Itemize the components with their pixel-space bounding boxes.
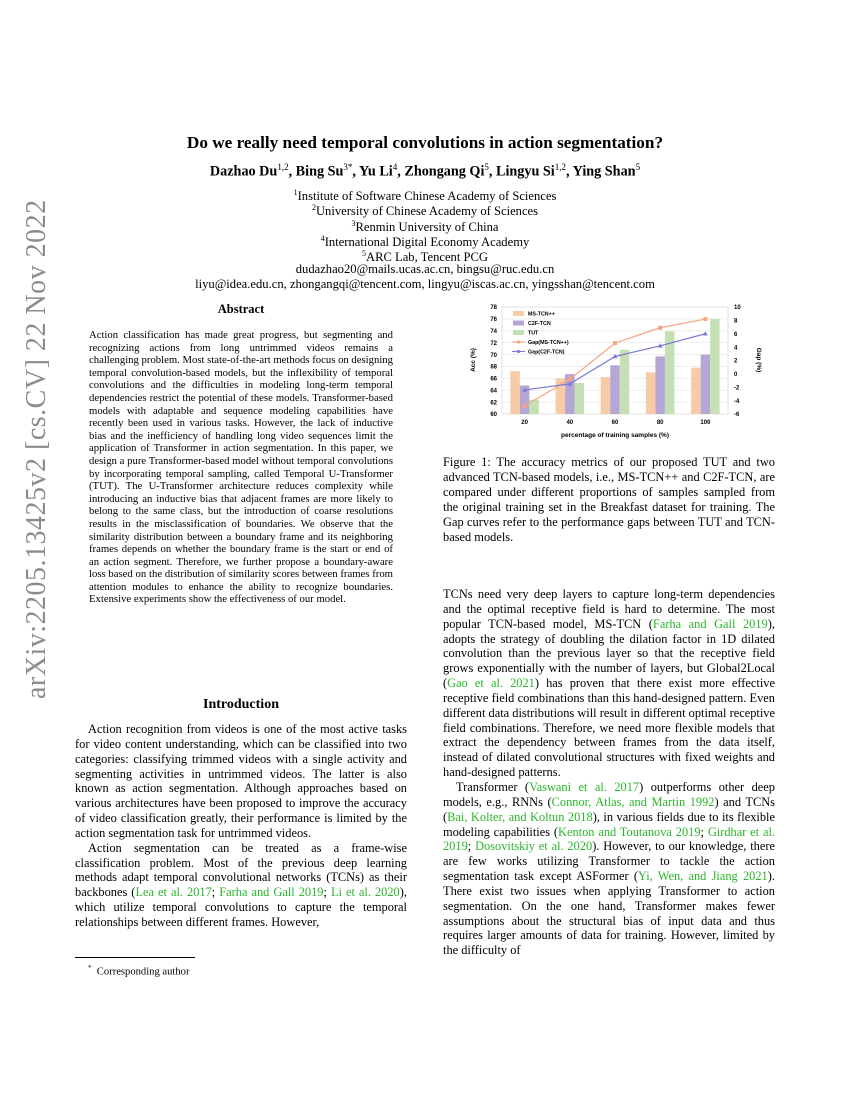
bar (710, 319, 720, 414)
right-paragraph-2: Transformer (Vaswani et al. 2017) outperforms other deep models, e.g., RNNs (Connor, Atlas, and Martin 1992) and TCNs (Bai, Kolter, and Koltun 2018), in various fields due to its flexible modeling capabilities (Kenton and Toutanova 2019; Girdhar et al. 2019; Dosovitskiy et al. 2020). However, to our knowledge, there are few works utilizing Transformer to tackle the action segmentation task except ASFormer (Yi, Wen, and Jiang 2021). There exist two issues when applying Transformer to action segmentation. On the one hand, Transformer makes fewer assumptions about the structural bias of input data and thus requires larger amounts of data for training. However, limited by the difficulty of (443, 779, 775, 958)
y2-tick-label: 6 (734, 331, 738, 338)
legend-marker (517, 350, 520, 353)
line-marker (613, 341, 617, 345)
bar (620, 350, 630, 414)
legend-marker (517, 340, 520, 343)
y2-axis-ticks (734, 305, 741, 418)
citation-link[interactable]: Girdhar et al. 2019 (443, 824, 775, 854)
affiliation-2: $^2$University of Chinese Academy of Sciences (311, 203, 539, 219)
legend-label: TUT (528, 330, 539, 337)
legend-label: C2F-TCN (528, 321, 551, 328)
y-tick-label: 72 (490, 340, 497, 347)
affiliation-4: $^4$International Digital Economy Academy (320, 234, 530, 250)
email-line-1: dudazhao20@mails.ucas.ac.cn, bingsu@ruc.edu.cn (295, 262, 555, 276)
y2-tick-label: 10 (734, 305, 741, 312)
chart-legend (512, 311, 569, 356)
y2-tick-label: -4 (734, 398, 740, 405)
affiliation-3: $^3$Renmin University of China (351, 219, 499, 235)
bar (575, 383, 585, 414)
y-tick-label: 64 (490, 388, 497, 395)
author-name: Bing Su (295, 163, 344, 180)
footnote: * Corresponding author (88, 964, 190, 978)
affiliation-5: $^5$ARC Lab, Tencent PCG (361, 249, 488, 265)
author-separator: , (488, 163, 496, 180)
y2-axis-label: Gap (%) (755, 347, 762, 373)
bar (510, 371, 519, 414)
author-name: Yu Li (358, 163, 393, 180)
footnote-divider (75, 957, 195, 958)
introduction-body (75, 722, 407, 930)
y-tick-label: 74 (490, 328, 497, 335)
intro-paragraph-1: Action recognition from videos is one of the most active tasks for video content understanding, which can be classified into two categories: classifying trimmed videos with a single activity and segmenting activities in untrimmed videos. The latter is also known as action segmentation. Although approaches based on various architectures have been proposed to improve the accuracy of video classification greatly, their performance is limited by the action segmentation task for untrimmed videos. (75, 722, 407, 840)
x-tick-label: 40 (566, 420, 574, 426)
arxiv-stamp: arXiv:2205.13425v2 [cs.CV] 22 Nov 2022 (21, 199, 52, 699)
y-tick-label: 66 (490, 376, 497, 383)
author-affiliation-mark: 5 (484, 162, 489, 172)
y-tick-label: 62 (490, 400, 497, 407)
affiliation-1: $^1$Institute of Software Chinese Academy of Sciences (293, 188, 557, 204)
y-tick-label: 76 (490, 317, 497, 324)
x-tick-label: 100 (700, 420, 711, 426)
author-name: Ying Shan (572, 163, 636, 180)
legend-swatch (513, 311, 524, 316)
legend-label: Gap(MS-TCN++) (528, 340, 569, 347)
x-axis-label: percentage of training samples (%) (561, 432, 669, 439)
citation-link[interactable]: Bai, Kolter, and Koltun 2018 (447, 809, 593, 824)
author-separator: , (566, 163, 573, 180)
author-affiliation-mark: 4 (392, 162, 398, 172)
citation-link[interactable]: Kenton and Toutanova 2019 (558, 824, 701, 839)
intro-paragraph-2: Action segmentation can be treated as a frame-wise classification problem. Most of the previous deep learning methods adapt temporal convolutional networks (TCNs) as their backbones (Lea et al. 2017; Farha and Gall 2019; Li et al. 2020), which utilize temporal convolutions to capture the temporal relationships between different frames. However, (75, 840, 407, 929)
bar (610, 365, 620, 414)
bar (691, 368, 701, 414)
citation-link[interactable]: Yi, Wen, and Jiang 2021 (637, 869, 768, 884)
abstract-heading: Abstract (217, 302, 265, 316)
legend-swatch (513, 330, 524, 335)
author-list (60, 162, 790, 181)
right-paragraph-1: TCNs need very deep layers to capture long-term dependencies and the optimal receptive field is hard to determine. The most popular TCN-based model, MS-TCN (Farha and Gall 2019), adopts the strategy of doubling the dilation factor in 1D dilated convolution than the previous layer so that the receptive field grows exponentially with the number of layers, but Global2Local (Gao et al. 2021) has proven that there exist more effective receptive field combinations than this hand-designed pattern. Even different data distributions will result in different optimal receptive field combinations. Therefore, we need more flexible models that extract the dependency between frames from the data itself, instead of dilated convolutional structures with fixed weights and hand-designed patterns. (443, 587, 775, 780)
y-tick-label: 68 (490, 364, 497, 371)
y-tick-label: 70 (490, 352, 497, 359)
citation-link[interactable]: Connor, Atlas, and Martin 1992 (551, 794, 715, 809)
accuracy-chart (443, 300, 775, 448)
citation-link[interactable]: Farha and Gall 2019 (652, 616, 768, 631)
citation-link[interactable]: Lea et al. 2017 (135, 885, 212, 900)
author-affiliation-mark: 3* (343, 162, 353, 172)
y2-tick-label: 8 (734, 318, 738, 325)
line-marker (568, 377, 572, 381)
y2-tick-label: -6 (734, 412, 740, 419)
introduction-heading: Introduction (203, 697, 279, 712)
x-axis-ticks (521, 420, 711, 426)
right-column-body (443, 587, 775, 958)
email-line-2: liyu@idea.edu.cn, zhongangqi@tencent.com, lingyu@iscas.ac.cn, yingsshan@tencent.com (195, 277, 655, 291)
author-separator: , (397, 163, 405, 180)
citation-link[interactable]: Dosovitskiy et al. 2020 (475, 839, 593, 854)
author-name: Zhongang Qi (404, 163, 485, 180)
y2-tick-label: 2 (734, 358, 738, 365)
citation-link[interactable]: Li et al. 2020 (330, 885, 400, 900)
line-marker (658, 326, 662, 330)
author-affiliation-mark: 1,2 (277, 162, 289, 172)
x-tick-label: 60 (611, 420, 619, 426)
legend-label: Gap(C2F-TCN) (528, 349, 565, 356)
paper-title: Do we really need temporal convolutions in action segmentation? (186, 133, 664, 152)
y2-tick-label: 4 (734, 345, 738, 352)
y-axis-ticks (490, 305, 497, 418)
legend-swatch (513, 321, 524, 326)
bar (655, 356, 665, 414)
line-marker (703, 331, 708, 335)
figure-caption: Figure 1: The accuracy metrics of our proposed TUT and two advanced TCN-based models, i.e., MS-TCN++ and C2F-TCN, are compared under different proportions of samples sampled from the original training set in the Breakfast dataset for training. The Gap curves refer to the performance gaps between TUT and TCN-based models. (443, 455, 775, 544)
y-axis-label: Acc (%) (470, 348, 477, 372)
legend-label: MS-TCN++ (528, 311, 555, 318)
x-tick-label: 20 (521, 420, 528, 426)
author-separator: , (288, 163, 296, 180)
author-separator: , (352, 163, 359, 180)
bar (701, 355, 711, 414)
bar (646, 372, 656, 414)
citation-link[interactable]: Gao et al. 2021 (447, 676, 535, 691)
line-marker (703, 317, 707, 321)
bar (601, 377, 611, 414)
bar (556, 378, 566, 414)
author-name: Dazhao Du (209, 163, 278, 180)
citation-link[interactable]: Farha and Gall 2019 (219, 885, 324, 900)
abstract-body: Action classification has made great progress, but segmenting and recognizing actions from long untrimmed videos remains a challenging problem. Most state-of-the-art methods focus on designing temporal convolution-based models, but the inflexibility of temporal convolutions and the difficulties in modeling long-term temporal dependencies restrict the potential of these models. Transformer-based models with adaptable and sequence modeling capabilities have recently been used in various tasks. However, the lack of inductive bias and the inefficiency of handling long video sequences limit the application of Transformer in action segmentation. In this paper, we design a pure Transformer-based model without temporal convolutions by incorporating temporal sampling, called Temporal U-Transformer (TUT). The U-Transformer architecture reduces complexity while introducing an inductive bias that adjacent frames are more likely to belong to the same class, but the introduction of coarse resolutions results in the misclassification of boundaries. We observe that the similarity distribution between a boundary frame and its neighboring frames depends on whether the boundary frame is the start or end of an action segment. Therefore, we further propose a boundary-aware loss based on the distribution of similarity scores between frames from attention modules to enhance the ability to recognize boundaries. Extensive experiments show the effectiveness of our model. (89, 329, 393, 606)
x-tick-label: 80 (656, 420, 664, 426)
line-marker (523, 404, 527, 408)
author-affiliation-mark: 5 (635, 162, 641, 172)
y2-tick-label: 0 (734, 372, 738, 379)
y2-tick-label: -2 (734, 385, 740, 392)
y-tick-label: 78 (490, 305, 497, 312)
y-tick-label: 60 (490, 412, 497, 419)
author-affiliation-mark: 1,2 (554, 162, 567, 172)
author-name: Lingyu Si (496, 163, 555, 180)
citation-link[interactable]: Vaswani et al. 2017 (529, 779, 640, 794)
